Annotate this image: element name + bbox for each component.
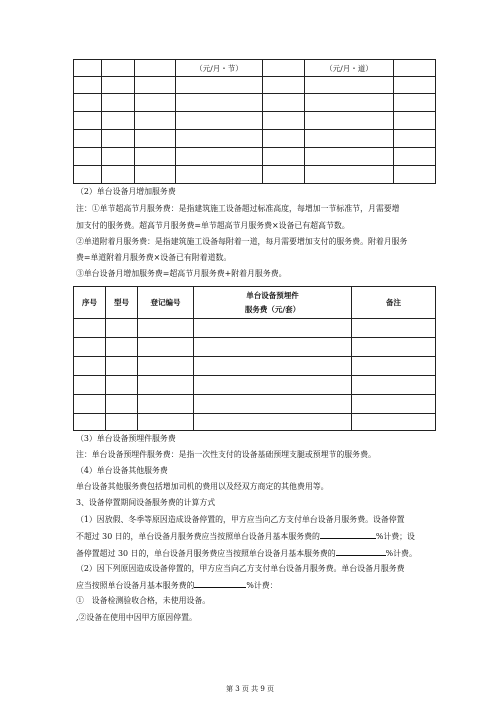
list-item: ① 设备检测验收合格，未使用设备。 xyxy=(76,596,211,605)
table1-header-cell xyxy=(135,60,176,77)
body-text xyxy=(76,579,436,591)
section-heading: （3）单台设备预埋件服务费 xyxy=(76,434,176,443)
table2-header-row xyxy=(74,287,436,319)
header-embedded-fee-line1: 单台设备预埋件 xyxy=(246,290,299,300)
table-row xyxy=(74,166,436,184)
note-text: 注：①单节超高节月服务费：是指建筑施工设备超过标准高度，每增加一节标准节，月需要增 xyxy=(76,204,400,213)
text-segment: %计费： xyxy=(246,581,278,590)
text-segment: 应当按照单台设备月基本服务费的 xyxy=(76,581,195,590)
table-row xyxy=(74,319,436,338)
table-row xyxy=(74,414,436,431)
header-remark: 备注 xyxy=(352,287,436,319)
table-row xyxy=(74,376,436,395)
table-row xyxy=(74,395,436,414)
percentage-blank xyxy=(320,530,376,539)
header-registration-number: 登记编号 xyxy=(138,287,194,319)
body-text xyxy=(76,547,436,559)
note-text: 注：单台设备预埋件服务费：是指一次性支付的设备基础预埋支腿或预埋节的服务费。 xyxy=(76,450,376,459)
section-heading: 3、设备停置期间设备服务费的计算方式 xyxy=(76,498,216,507)
note-text: 费=单道附着月服务费×设备已有附着道数。 xyxy=(76,253,232,262)
list-item: ,②设备在使用中因甲方原因停置。 xyxy=(76,613,197,622)
note-text: ②单道附着月服务费：是指建筑施工设备每附着一道，每月需要增加支付的服务费。附着月服务 xyxy=(76,237,408,246)
table-row xyxy=(74,94,436,112)
header-embedded-fee xyxy=(194,287,352,319)
body-text: （1）因放假、冬季等原因造成设备停置的，甲方应当向乙方支付单台设备月服务费。设备停置 xyxy=(76,515,405,524)
service-fee-table-1 xyxy=(73,59,436,184)
text-segment: %计费。 xyxy=(385,549,417,558)
header-serial-number: 序号 xyxy=(74,287,106,319)
table-row xyxy=(74,357,436,376)
body-text xyxy=(76,530,436,542)
table1-header-cell: （元/月・道） xyxy=(305,60,394,77)
table1-header-cell xyxy=(394,60,436,77)
table1-header-cell xyxy=(74,60,102,77)
body-text: （2）因下列原因造成设备停置的，甲方应当向乙方支付单台设备月服务费。单台设备月服务费 xyxy=(76,564,405,573)
table-row xyxy=(74,77,436,94)
table1-header-cell xyxy=(102,60,135,77)
section-heading: （4）单台设备其他服务费 xyxy=(76,466,168,475)
table-row xyxy=(74,130,436,148)
table-row xyxy=(74,148,436,166)
header-model: 型号 xyxy=(106,287,138,319)
percentage-blank xyxy=(194,579,246,588)
embedded-parts-fee-table xyxy=(73,286,436,431)
text-segment: 不超过 30 日的，单台设备月服务费应当按照单台设备月基本服务费的 xyxy=(76,532,320,541)
table-row xyxy=(74,112,436,130)
table1-header-cell: （元/月・节） xyxy=(176,60,263,77)
table-row xyxy=(74,338,436,357)
text-segment: %计费；设 xyxy=(375,532,415,541)
section-heading: （2）单台设备月增加服务费 xyxy=(76,187,176,196)
body-text: 单台设备其他服务费包括增加司机的费用以及经双方商定的其他费用等。 xyxy=(76,482,329,491)
note-text: 加支付的服务费。超高节月服务费=单节超高节月服务费×设备已有超高节数。 xyxy=(76,221,350,230)
page-number-footer: 第 3 页 共 9 页 xyxy=(225,685,275,693)
text-segment: 备停置超过 30 日的，单台设备月服务费应当按照单台设备月基本服务费的 xyxy=(76,549,336,558)
table1-header-row xyxy=(74,60,436,77)
header-embedded-fee-line2: 服务费（元/套） xyxy=(244,304,301,314)
note-text: ③单台设备月增加服务费=超高节月服务费+附着月服务费。 xyxy=(76,269,287,278)
table1-header-cell xyxy=(263,60,305,77)
percentage-blank xyxy=(336,547,386,556)
